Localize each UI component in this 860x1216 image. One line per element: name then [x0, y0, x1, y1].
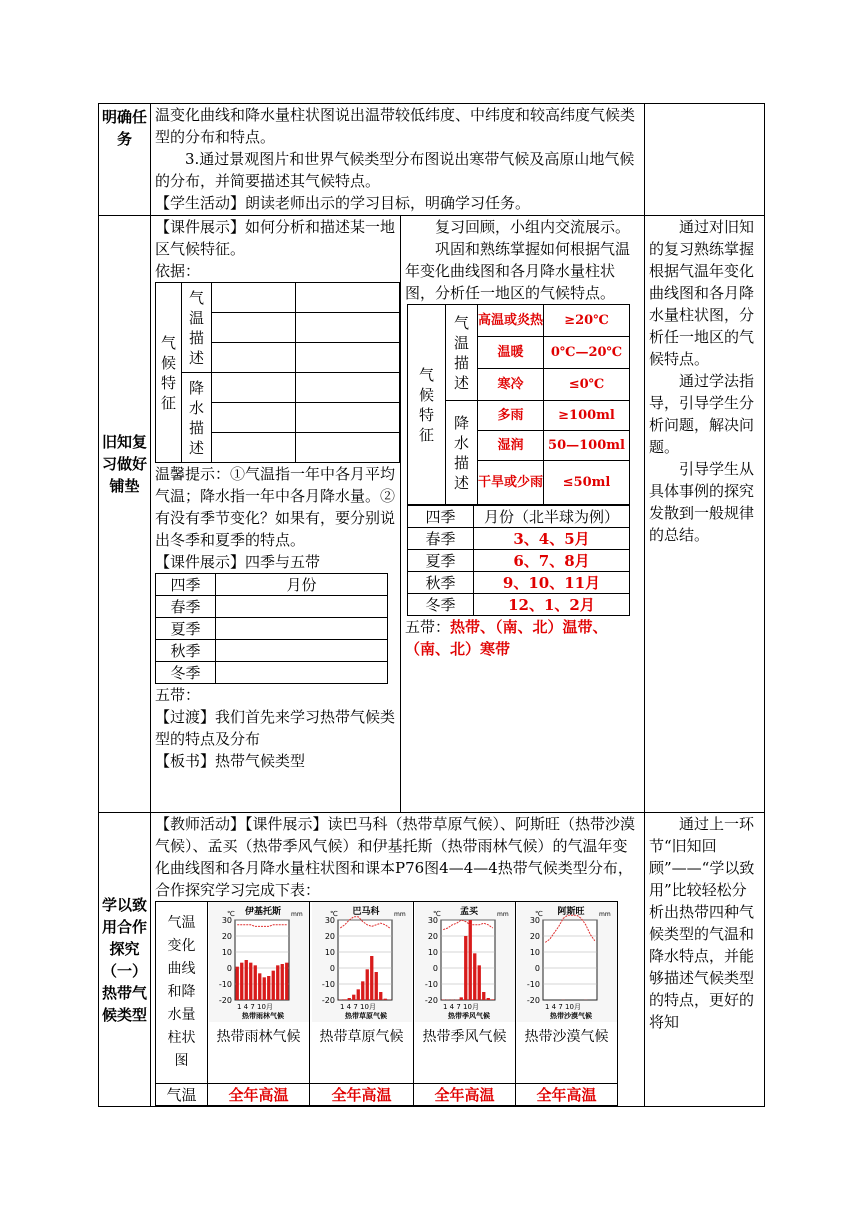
season-autumn-answer: 秋季 — [408, 572, 474, 594]
chart-precip-bar — [356, 989, 359, 1000]
lesson-plan — [98, 103, 764, 1107]
chart-precip-bar — [477, 965, 480, 1000]
chart-unit-label: ℃ — [329, 910, 338, 918]
five-zones-blank: 五带： — [155, 686, 201, 704]
chart-mm-label: mm — [496, 911, 509, 918]
climate-chart-mumbai — [415, 902, 515, 1022]
season-head-answer: 四季 — [408, 506, 474, 528]
months-summer: 6、7、8月 — [474, 550, 630, 572]
precip-dry-name: 干旱或少雨 — [478, 461, 544, 505]
chart-cell-aswan — [516, 902, 618, 1084]
chart-footer-label: 热带季风气候 — [447, 1012, 490, 1020]
row-review — [99, 216, 765, 813]
chart-precip-bar — [468, 920, 471, 1000]
design-note-3: 引导学生从具体事例的探究发散到一般规律的总结。 — [649, 460, 755, 544]
chart-frame — [441, 920, 495, 1000]
precip-cell-answer: 降水描述 — [446, 401, 478, 505]
chart-caption-bamako: 热带草原气候 — [319, 1029, 404, 1045]
courseware-2: 【课件展示】四季与五带 — [155, 553, 321, 571]
chart-unit-label: ℃ — [432, 910, 441, 918]
chart-city-title: 孟买 — [459, 907, 478, 917]
temp-bamako: 全年高温 — [310, 1084, 414, 1106]
chart-tick-label: 30 — [221, 916, 232, 925]
climate-blank-table — [155, 282, 400, 463]
row-label-review: 旧知复习做好铺垫 — [99, 216, 151, 813]
chart-tick-label: 10 — [324, 948, 335, 957]
chart-caption-mumbai: 热带季风气候 — [422, 1029, 507, 1045]
chart-tick-label: -20 — [424, 996, 438, 1005]
chart-x-ticks: 1 4 7 10月 — [442, 1003, 479, 1011]
chart-x-ticks: 1 4 7 10月 — [544, 1003, 581, 1011]
row-label-tropical: 学以致用合作探究（一）热带气候类型 — [99, 813, 151, 1107]
temp-iquitos: 全年高温 — [208, 1084, 310, 1106]
precip-dry-value: ≤50ml — [544, 461, 630, 505]
chart-mm-label: mm — [290, 911, 303, 918]
chart-precip-bar — [276, 965, 279, 1000]
tropical-table — [155, 901, 618, 1106]
chart-city-title: 阿斯旺 — [556, 907, 585, 917]
month-head-answer: 月份（北半球为例） — [474, 506, 630, 528]
chart-tick-label: 0 — [432, 964, 438, 973]
precip-humid-name: 湿润 — [478, 431, 544, 461]
chart-tick-label: 10 — [221, 948, 232, 957]
chart-mm-label: mm — [598, 911, 611, 918]
chart-tick-label: 20 — [529, 932, 540, 941]
chart-precip-bar — [258, 973, 261, 1000]
season-summer: 夏季 — [156, 618, 216, 640]
chart-tick-label: 0 — [226, 964, 232, 973]
chart-caption-iquitos: 热带雨林气候 — [216, 1029, 301, 1045]
chart-precip-bar — [365, 969, 368, 1000]
chart-cell-iquitos — [208, 902, 310, 1084]
temp-cold-name: 寒冷 — [478, 369, 544, 401]
row-tropical — [99, 813, 765, 1107]
temp-hot-value: ≥20℃ — [544, 305, 630, 337]
chart-tick-label: -20 — [526, 996, 540, 1005]
chart-tick-label: 20 — [427, 932, 438, 941]
chart-unit-label: ℃ — [226, 910, 235, 918]
chart-precip-bar — [343, 999, 346, 1000]
design-note-4: 通过上一环节“旧知回顾”——“学以致用”比较轻松分析出热带四种气候类型的气温和降水特点，并能够描述气候类型的特点，更好的将知 — [645, 813, 765, 1107]
season-autumn: 秋季 — [156, 640, 216, 662]
climate-cell: 气候特征 — [156, 283, 182, 463]
chart-unit-label: ℃ — [534, 910, 543, 918]
climate-chart-bamako — [312, 902, 412, 1022]
chart-precip-bar — [459, 997, 462, 1000]
review-text: 复习回顾，小组内交流展示。 — [435, 218, 631, 236]
chart-city-title: 巴马科 — [351, 907, 380, 917]
chart-precip-bar — [244, 960, 247, 1000]
temp-row-head: 气温 — [156, 1084, 208, 1106]
chart-precip-bar — [482, 992, 485, 1000]
chart-footer-label: 热带雨林气候 — [241, 1012, 284, 1020]
temp-hot-name: 高温或炎热 — [478, 305, 544, 337]
teacher-activity: 【教师活动】【课件展示】读巴马科（热带草原气候）、阿斯旺（热带沙漠气候）、孟买（热带季风气候）和伊基托斯（热带雨林气候）的气温年变化曲线图和各月降水量柱状图和课本P76图4—4—4热带气候类型分布，合作探究学习完成下表： — [155, 815, 636, 899]
chart-precip-bar — [464, 936, 467, 1000]
months-spring: 3、4、5月 — [474, 528, 630, 550]
chart-tick-label: 10 — [427, 948, 438, 957]
five-zones-label: 五带： — [405, 618, 451, 636]
row-label-goals: 明确任务 — [99, 104, 151, 216]
season-summer-answer: 夏季 — [408, 550, 474, 572]
chart-mm-label: mm — [393, 911, 406, 918]
goal-line-1: 温变化曲线和降水量柱状图说出温带较低纬度、中纬度和较高纬度气候类型的分布和特点。 — [155, 106, 636, 146]
temp-warm-value: 0℃—20℃ — [544, 337, 630, 369]
chart-tick-label: 0 — [534, 964, 540, 973]
season-spring: 春季 — [156, 596, 216, 618]
chart-caption-aswan: 热带沙漠气候 — [524, 1029, 609, 1045]
lesson-table — [98, 103, 765, 1107]
precip-humid-value: 50—100ml — [544, 431, 630, 461]
temp-cell-answer: 气温描述 — [446, 305, 478, 401]
chart-precip-bar — [486, 998, 489, 1000]
chart-precip-bar — [235, 967, 238, 1000]
chart-tick-label: 10 — [529, 948, 540, 957]
chart-tick-label: 0 — [329, 964, 335, 973]
tip-text: 温馨提示：①气温指一年中各月平均气温；降水指一年中各月降水量。②有没有季节变化？如果有，要分别说出冬季和夏季的特点。 — [155, 465, 396, 549]
chart-frame — [338, 920, 392, 1000]
goal-line-2: 3.通过景观图片和世界气候类型分布图说出寒带气候及高原山地气候的分布，并简要描述其气候特点。 — [155, 150, 635, 190]
chart-precip-bar — [383, 999, 386, 1000]
chart-precip-bar — [249, 963, 252, 1000]
chart-tick-label: -10 — [218, 980, 232, 989]
climate-chart-aswan — [517, 902, 617, 1022]
precip-much-value: ≥100ml — [544, 401, 630, 431]
chart-precip-bar — [267, 976, 270, 1000]
temp-aswan: 全年高温 — [516, 1084, 618, 1106]
chart-precip-bar — [285, 963, 288, 1000]
months-autumn: 9、10、11月 — [474, 572, 630, 594]
chart-cell-mumbai — [414, 902, 516, 1084]
chart-city-title: 伊基托斯 — [244, 907, 281, 917]
consolidate-text: 巩固和熟练掌握如何根据气温年变化曲线图和各月降水量柱状图，分析任一地区的气候特点。 — [405, 240, 631, 302]
chart-tick-label: 30 — [427, 916, 438, 925]
temp-mumbai: 全年高温 — [414, 1084, 516, 1106]
precip-much-name: 多雨 — [478, 401, 544, 431]
season-blank-table — [155, 573, 388, 684]
season-answer-table — [407, 505, 630, 616]
chart-precip-bar — [280, 964, 283, 1000]
climate-cell-answer: 气候特征 — [408, 305, 446, 505]
chart-tick-label: -10 — [424, 980, 438, 989]
transition-text: 【过渡】我们首先来学习热带气候类型的特点及分布 — [155, 708, 396, 748]
precip-cell: 降水描述 — [182, 373, 212, 463]
chart-precip-bar — [240, 963, 243, 1000]
season-winter: 冬季 — [156, 662, 216, 684]
chart-precip-bar — [352, 995, 355, 1000]
design-note-1: 通过对旧知的复习熟练掌握根据气温年变化曲线图和各月降水量柱状图，分析任一地区的气候特点。 — [649, 218, 755, 368]
chart-footer-label: 热带沙漠气候 — [549, 1012, 592, 1020]
chart-precip-bar — [379, 992, 382, 1000]
courseware-1: 【课件展示】如何分析和描述某一地区气候特征。 — [155, 218, 396, 258]
basis-label: 依据： — [155, 262, 201, 280]
chart-tick-label: 20 — [324, 932, 335, 941]
chart-cell-bamako — [310, 902, 414, 1084]
temp-cell: 气温描述 — [182, 283, 212, 373]
board-text: 【板书】热带气候类型 — [155, 752, 306, 770]
chart-tick-label: -10 — [321, 980, 335, 989]
chart-precip-bar — [253, 965, 256, 1000]
chart-x-ticks: 1 4 7 10月 — [339, 1003, 376, 1011]
climate-chart-iquitos — [209, 902, 309, 1022]
chart-precip-bar — [374, 972, 377, 1000]
chart-precip-bar — [473, 953, 476, 1000]
chart-tick-label: -20 — [218, 996, 232, 1005]
chart-row-head: 气温变化曲线和降水量柱状图 — [156, 902, 208, 1084]
temp-cold-value: ≤0℃ — [544, 369, 630, 401]
season-winter-answer: 冬季 — [408, 594, 474, 616]
chart-tick-label: 30 — [529, 916, 540, 925]
design-note-2: 通过学法指导，引导学生分析问题，解决问题。 — [649, 372, 755, 456]
months-winter: 12、1、2月 — [474, 594, 630, 616]
chart-tick-label: 20 — [221, 932, 232, 941]
chart-tick-label: 30 — [324, 916, 335, 925]
five-zones-answer — [405, 616, 640, 660]
student-activity: 【学生活动】朗读老师出示的学习目标，明确学习任务。 — [155, 194, 531, 212]
season-head: 四季 — [156, 574, 216, 596]
chart-precip-bar — [370, 956, 373, 1000]
five-zones-value: 热带、（南、北）温带、（南、北）寒带 — [405, 618, 608, 658]
chart-precip-bar — [347, 998, 350, 1000]
chart-x-ticks: 1 4 7 10月 — [236, 1003, 273, 1011]
climate-answer-table — [407, 304, 630, 505]
chart-tick-label: -10 — [526, 980, 540, 989]
chart-precip-bar — [491, 999, 494, 1000]
season-spring-answer: 春季 — [408, 528, 474, 550]
chart-precip-bar — [361, 981, 364, 1000]
chart-precip-bar — [271, 971, 274, 1000]
row-goals — [99, 104, 765, 216]
chart-footer-label: 热带草原气候 — [344, 1012, 387, 1020]
temp-warm-name: 温暖 — [478, 337, 544, 369]
month-head: 月份 — [216, 574, 388, 596]
chart-tick-label: -20 — [321, 996, 335, 1005]
chart-precip-bar — [262, 977, 265, 1000]
